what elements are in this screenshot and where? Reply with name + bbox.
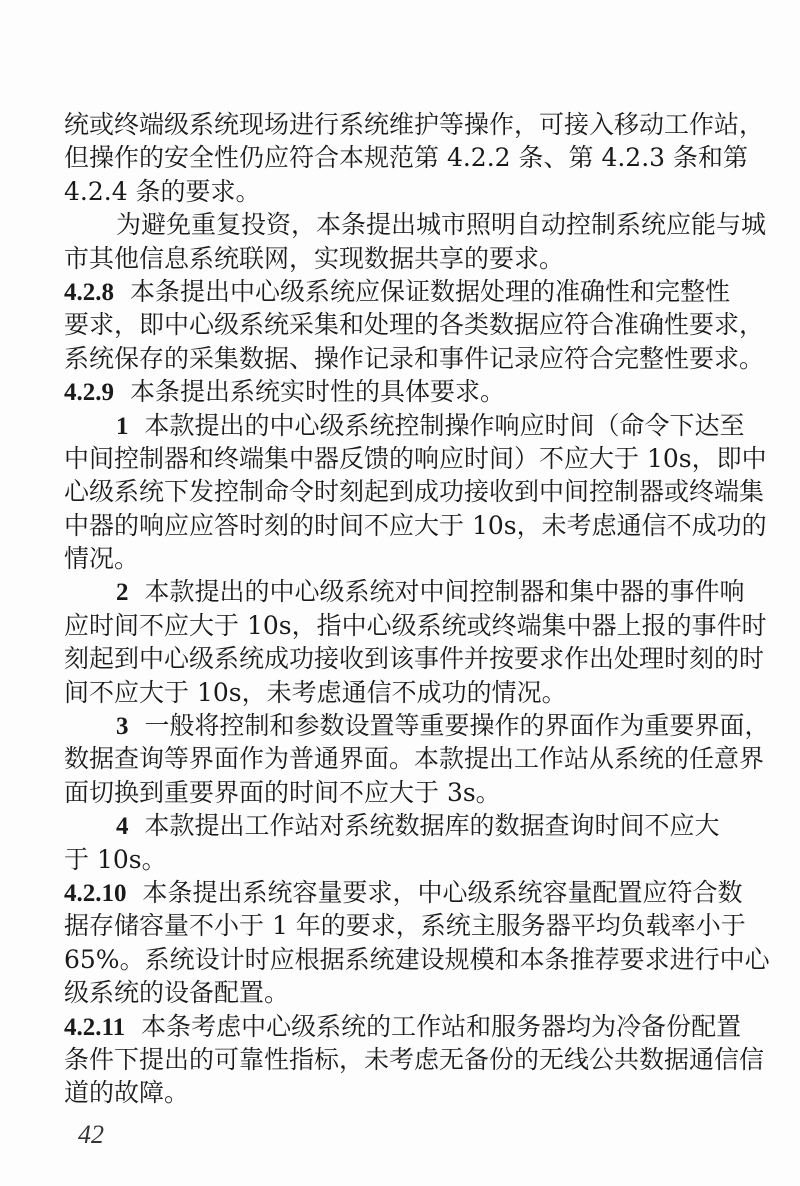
line-text: 中间控制器和终端集中器反馈的响应时间）不应大于 10s，即中 bbox=[64, 443, 767, 473]
line-text: 要求，即中心级系统采集和处理的各类数据应符合准确性要求， bbox=[64, 310, 765, 340]
text-line bbox=[64, 676, 716, 709]
line-text: 本款提出工作站对系统数据库的数据查询时间不应大 bbox=[144, 811, 720, 841]
text-line bbox=[64, 409, 745, 442]
line-text: 据存储容量不小于 1 年的要求，系统主服务器平均负载率小于 bbox=[64, 911, 746, 941]
text-line bbox=[64, 1076, 716, 1109]
text-line bbox=[64, 843, 716, 876]
text-line bbox=[64, 442, 767, 475]
text-line bbox=[64, 275, 731, 308]
line-text: 一般将控制和参数设置等重要操作的界面作为重要界面， bbox=[144, 711, 770, 741]
line-text: 4.2.4 条的要求。 bbox=[64, 176, 261, 206]
line-text: 刻起到中心级系统成功接收到该事件并按要求作出处理时刻的时 bbox=[64, 644, 765, 674]
clause-number: 4.2.9 bbox=[64, 379, 114, 407]
line-text: 本条提出系统实时性的具体要求。 bbox=[130, 377, 506, 407]
line-text: 情况。 bbox=[64, 544, 140, 574]
line-text: 统或终端级系统现场进行系统维护等操作，可接入移动工作站， bbox=[64, 110, 765, 139]
line-text: 为避免重复投资，本条提出城市照明自动控制系统应能与城 bbox=[116, 210, 767, 240]
text-line bbox=[64, 1010, 742, 1043]
text-line bbox=[64, 709, 770, 742]
text-line bbox=[64, 475, 765, 508]
clause-number: 2 bbox=[116, 579, 129, 607]
text-line bbox=[64, 742, 765, 775]
line-text: 但操作的安全性仍应符合本规范第 4.2.2 条、第 4.2.3 条和第 bbox=[64, 143, 749, 173]
line-text: 心级系统下发控制命令时刻起到成功接收到中间控制器或终端集 bbox=[64, 477, 765, 507]
text-line bbox=[64, 609, 767, 642]
line-text: 应时间不应大于 10s，指中心级系统或终端集中器上报的事件时 bbox=[64, 610, 767, 640]
clause-number: 4.2.8 bbox=[64, 278, 114, 306]
text-line bbox=[64, 943, 770, 976]
line-text: 系统保存的采集数据、操作记录和事件记录应符合完整性要求。 bbox=[64, 343, 765, 373]
page-number: 42 bbox=[78, 1120, 104, 1149]
text-line bbox=[64, 141, 749, 174]
line-text: 本款提出的中心级系统对中间控制器和集中器的事件响 bbox=[144, 577, 745, 607]
line-text: 本条考虑中心级系统的工作站和服务器均为冷备份配置 bbox=[141, 1011, 742, 1041]
text-line bbox=[64, 509, 767, 542]
text-line bbox=[64, 308, 765, 341]
text-line bbox=[64, 342, 765, 375]
text-line bbox=[64, 876, 743, 909]
line-text: 本条提出系统容量要求，中心级系统容量配置应符合数 bbox=[142, 877, 743, 907]
line-text: 本条提出中心级系统应保证数据处理的准确性和完整性 bbox=[130, 276, 731, 306]
text-line bbox=[64, 542, 716, 575]
line-text: 65%。系统设计时应根据系统建设规模和本条推荐要求进行中心 bbox=[64, 944, 770, 974]
line-text: 级系统的设备配置。 bbox=[64, 978, 290, 1008]
line-text: 市其他信息系统联网，实现数据共享的要求。 bbox=[64, 243, 565, 273]
text-line bbox=[64, 208, 767, 241]
text-line bbox=[64, 108, 765, 141]
line-text: 间不应大于 10s，未考虑通信不成功的情况。 bbox=[64, 677, 567, 707]
text-line bbox=[64, 242, 716, 275]
line-text: 于 10s。 bbox=[64, 844, 167, 874]
text-line bbox=[64, 976, 716, 1009]
text-line bbox=[64, 776, 716, 809]
text-line bbox=[64, 375, 716, 408]
clause-number: 4 bbox=[116, 813, 129, 841]
text-line bbox=[64, 909, 746, 942]
clause-number: 4.2.10 bbox=[64, 879, 127, 907]
line-text: 面切换到重要界面的时间不应大于 3s。 bbox=[64, 777, 501, 807]
clause-number: 4.2.11 bbox=[64, 1013, 126, 1041]
clause-number: 1 bbox=[116, 412, 129, 440]
line-text: 数据查询等界面作为普通界面。本款提出工作站从系统的任意界 bbox=[64, 744, 765, 774]
line-text: 本款提出的中心级系统控制操作响应时间（命令下达至 bbox=[144, 410, 745, 440]
line-text: 中器的响应应答时刻的时间不应大于 10s，未考虑通信不成功的 bbox=[64, 510, 767, 540]
line-text: 道的故障。 bbox=[64, 1078, 190, 1108]
text-line bbox=[64, 175, 716, 208]
text-line bbox=[64, 642, 765, 675]
clause-number: 3 bbox=[116, 713, 129, 741]
text-line bbox=[64, 575, 745, 608]
line-text: 条件下提出的可靠性指标，未考虑无备份的无线公共数据通信信 bbox=[64, 1044, 765, 1074]
document-body bbox=[64, 108, 770, 1110]
text-line bbox=[64, 809, 720, 842]
text-line bbox=[64, 1043, 765, 1076]
